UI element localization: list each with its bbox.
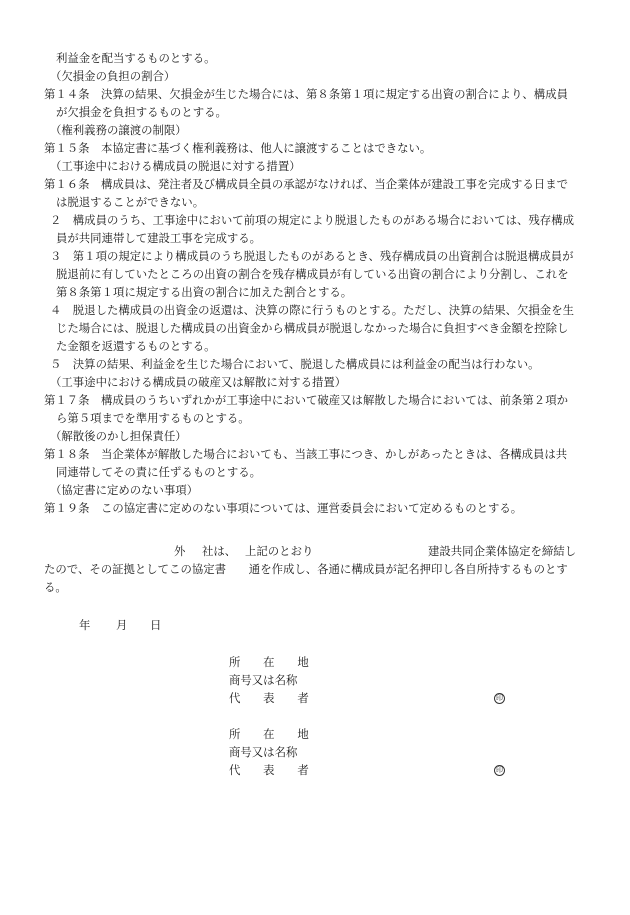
closing-sha: 社は、 xyxy=(202,544,237,558)
company-name-label: 商号又は名称 xyxy=(229,745,298,759)
body-line: ５ 決算の結果、利益金を生じた場合において、脱退した構成員には利益金の配当は行わない。 xyxy=(50,357,540,371)
body-line: 員が共同連帯して建設工事を完成する。 xyxy=(56,231,262,245)
closing-statement xyxy=(44,542,589,596)
body-line: 脱退前に有していたところの出資の割合を残存構成員が有している出資の割合により分割し、これを xyxy=(56,267,569,281)
body-line: ２ 構成員のうち、工事途中において前項の規定により脱退したものがある場合においては、残存構成 xyxy=(50,213,574,227)
body-line: 第８条第１項に規定する出資の割合に加えた割合とする。 xyxy=(56,285,353,299)
article-body xyxy=(44,49,589,517)
body-line: （工事途中における構成員の破産又は解散に対する措置） xyxy=(50,375,347,389)
body-line: 利益金を配当するものとする。 xyxy=(56,51,216,65)
address-label: 所 在 地 xyxy=(229,655,309,669)
body-line: ３ 第１項の規定により構成員のうち脱退したものがあるとき、残存構成員の出資割合は脱退構成員が xyxy=(50,249,574,263)
body-line: 第１７条 構成員のうちいずれかが工事途中において破産又は解散した場合においては、前条第２項か xyxy=(44,393,568,407)
company-name-label: 商号又は名称 xyxy=(229,673,298,687)
body-line: た金額を返還するものとする。 xyxy=(56,339,216,353)
seal-mark-icon: 印 xyxy=(496,766,503,774)
body-line: （欠損金の負担の割合） xyxy=(50,69,176,83)
body-line: が欠損金を負担するものとする。 xyxy=(56,105,227,119)
body-line: 第１４条 決算の結果、欠損金が生じた場合には、第８条第１項に規定する出資の割合により、構成員 xyxy=(44,87,568,101)
body-line: （解散後のかし担保責任） xyxy=(50,429,187,443)
seal-mark-icon: 印 xyxy=(496,694,503,702)
representative-label: 代 表 者 xyxy=(229,691,309,705)
date-year: 年 xyxy=(79,618,91,632)
closing-kensetsu: 建設共同企業体協定を締結し xyxy=(428,544,577,558)
closing-gai: 外 xyxy=(174,544,186,558)
body-line: ら第５項までを準用するものとする。 xyxy=(56,411,250,425)
body-line: 第１５条 本協定書に基づく権利義務は、他人に譲渡することはできない。 xyxy=(44,141,432,155)
closing-line-2: たので、その証拠としてこの協定書 通を作成し、各通に構成員が記名押印し各自所持するものとす xyxy=(44,562,568,576)
date-day: 日 xyxy=(150,618,162,632)
body-line: 第１９条 この協定書に定めのない事項については、運営委員会において定めるものとする。 xyxy=(44,501,523,515)
body-line: 同連帯してその責に任ずるものとする。 xyxy=(56,465,262,479)
closing-ue: 上記のとおり xyxy=(245,544,314,558)
body-line: （工事途中における構成員の脱退に対する措置） xyxy=(50,159,301,173)
body-line: 第１６条 構成員は、発注者及び構成員全員の承認がなければ、当企業体が建設工事を完成する日まで xyxy=(44,177,568,191)
body-line: ４ 脱退した構成員の出資金の返還は、決算の際に行うものとする。ただし、決算の結果、欠損金を生 xyxy=(50,303,574,317)
body-line: （権利義務の譲渡の制限） xyxy=(50,123,187,137)
address-label: 所 在 地 xyxy=(229,727,309,741)
body-line: （協定書に定めのない事項） xyxy=(50,483,199,497)
date-month: 月 xyxy=(116,618,128,632)
representative-label: 代 表 者 xyxy=(229,763,309,777)
closing-line-1 xyxy=(44,542,589,560)
body-line: じた場合には、脱退した構成員の出資金から構成員が脱退しなかった場合に負担すべき金額を控除し xyxy=(56,321,569,335)
closing-line-3: る。 xyxy=(44,580,67,594)
body-line: は脱退することができない。 xyxy=(56,195,205,209)
body-line: 第１８条 当企業体が解散した場合においても、当該工事につき、かしがあったときは、各構成員は共 xyxy=(44,447,568,461)
